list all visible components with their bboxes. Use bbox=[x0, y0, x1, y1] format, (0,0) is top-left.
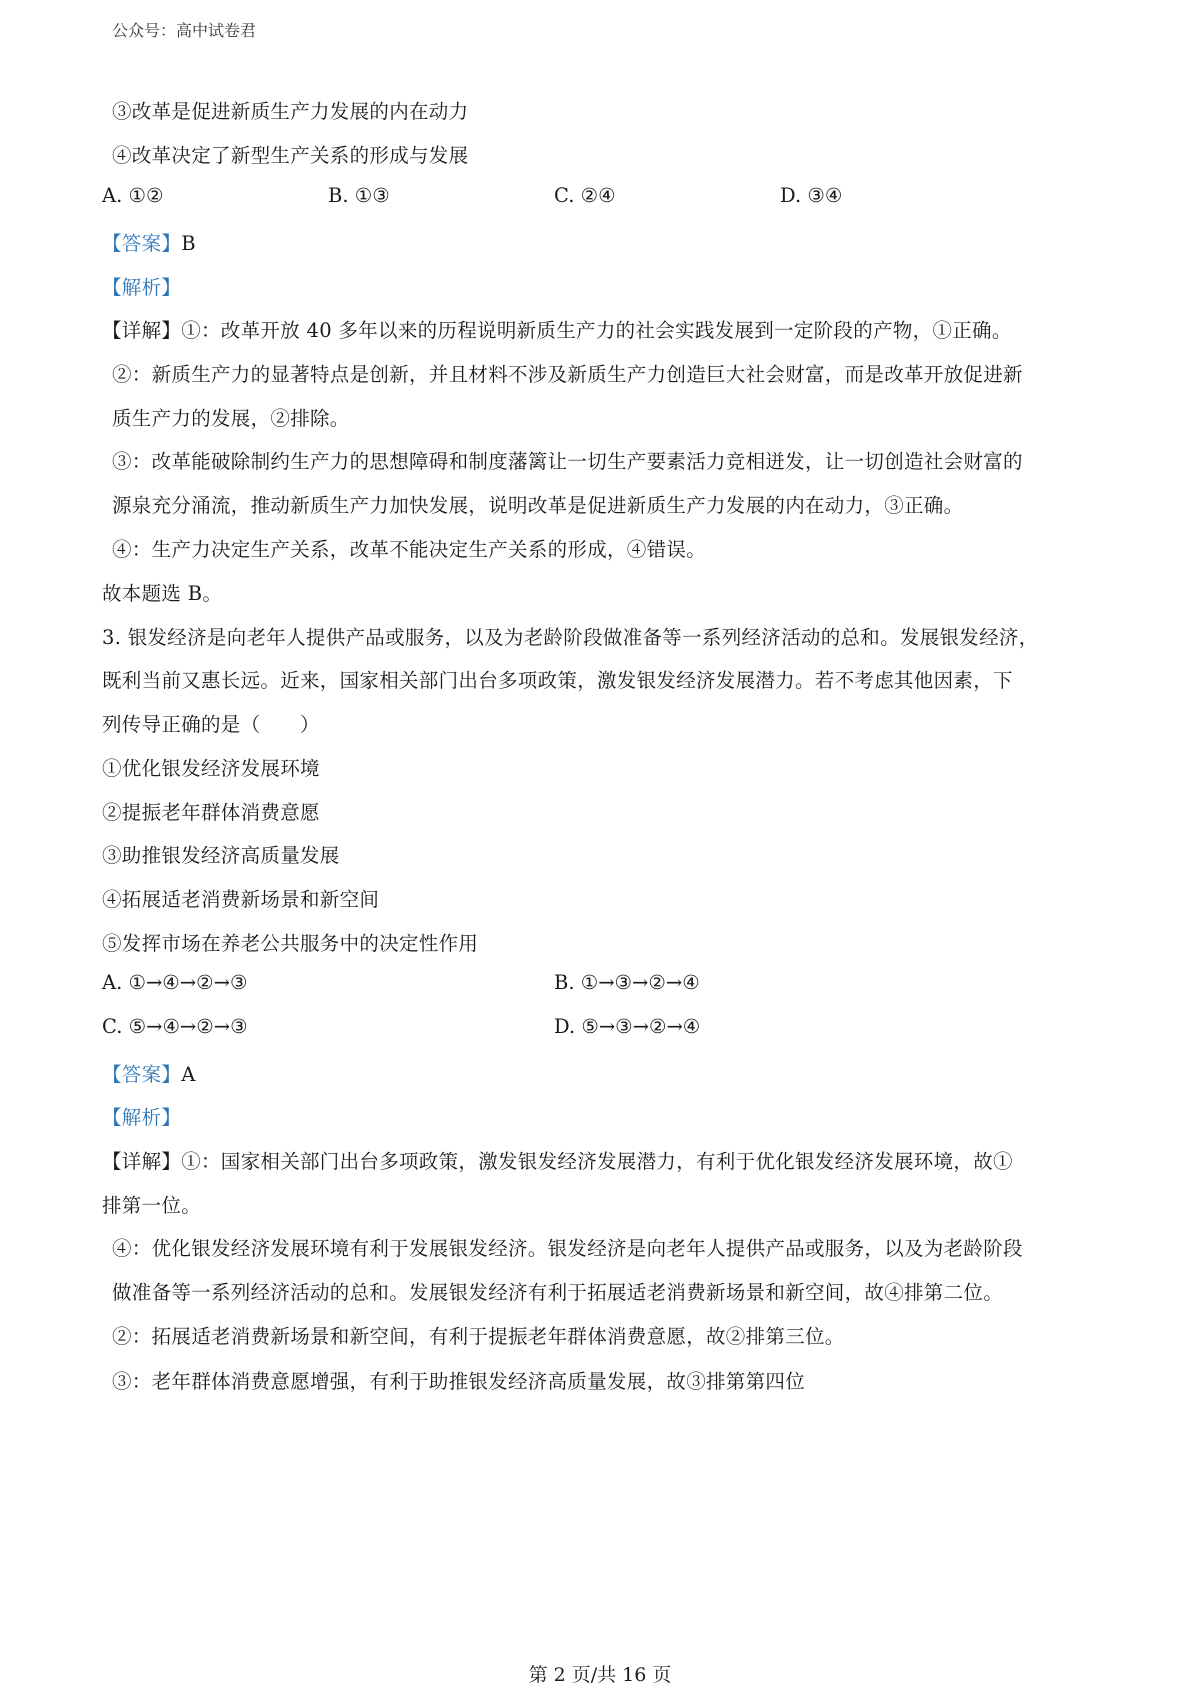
q3-item: ③助推银发经济高质量发展 bbox=[102, 844, 340, 867]
q2-detail-line: ④：生产力决定生产关系，改革不能决定生产关系的形成，④错误。 bbox=[112, 538, 707, 561]
detail-label: 【详解】 bbox=[102, 1150, 182, 1173]
q3-stem-line: 3. 银发经济是向老年人提供产品或服务，以及为老龄阶段做准备等一系列经济活动的总和。发展银发经济， bbox=[102, 626, 1039, 649]
q3-item: ④拓展适老消费新场景和新空间 bbox=[102, 888, 380, 911]
page-header: 公众号：高中试卷君 bbox=[112, 21, 257, 40]
q2-detail-line: 质生产力的发展，②排除。 bbox=[112, 407, 350, 430]
q3-option-d: D. ⑤→③→②→④ bbox=[554, 1015, 701, 1038]
q2-detail-line bbox=[102, 315, 1012, 343]
q2-detail-line: 源泉充分涌流，推动新质生产力加快发展，说明改革是促进新质生产力发展的内在动力，③正确。 bbox=[112, 494, 964, 517]
q3-detail-line: ②：拓展适老消费新场景和新空间，有利于提振老年群体消费意愿，故②排第三位。 bbox=[112, 1325, 845, 1348]
q3-item: ⑤发挥市场在养老公共服务中的决定性作用 bbox=[102, 932, 479, 955]
q3-option-b: B. ①→③→②→④ bbox=[554, 971, 700, 994]
q3-detail-line: ③：老年群体消费意愿增强，有利于助推银发经济高质量发展，故③排第第四位 bbox=[112, 1370, 806, 1393]
q3-item: ①优化银发经济发展环境 bbox=[102, 757, 320, 780]
answer-value: B bbox=[181, 232, 196, 255]
q3-stem-line: 既利当前又惠长远。近来，国家相关部门出台多项政策，激发银发经济发展潜力。若不考虑其他因素，下 bbox=[102, 669, 1013, 692]
q2-detail-line: ③：改革能破除制约生产力的思想障碍和制度藩篱让一切生产要素活力竞相迸发，让一切创造社会财富的 bbox=[112, 450, 1023, 473]
q2-detail-line: ②：新质生产力的显著特点是创新，并且材料不涉及新质生产力创造巨大社会财富，而是改革开放促进新 bbox=[112, 363, 1023, 386]
q2-option-b: B. ①③ bbox=[328, 184, 390, 207]
q2-option-d: D. ③④ bbox=[780, 184, 843, 207]
q2-analysis-label: 【解析】 bbox=[102, 276, 182, 299]
answer-label: 【答案】 bbox=[102, 1063, 182, 1086]
q3-option-a: A. ①→④→②→③ bbox=[102, 971, 248, 994]
q2-option-a: A. ①② bbox=[102, 184, 164, 207]
q2-item-4: ④改革决定了新型生产关系的形成与发展 bbox=[112, 144, 469, 167]
q3-detail-line: 做准备等一系列经济活动的总和。发展银发经济有利于拓展适老消费新场景和新空间，故④排第二位。 bbox=[112, 1281, 1004, 1304]
q3-stem-line: 列传导正确的是（ ） bbox=[102, 713, 320, 736]
answer-value: A bbox=[181, 1063, 196, 1086]
q3-detail-line bbox=[102, 1146, 1013, 1174]
q3-detail-line: 排第一位。 bbox=[102, 1194, 202, 1217]
q2-answer bbox=[102, 228, 196, 256]
answer-label: 【答案】 bbox=[102, 232, 182, 255]
q3-detail-line: ④：优化银发经济发展环境有利于发展银发经济。银发经济是向老年人提供产品或服务，以及为老龄阶段 bbox=[112, 1237, 1023, 1260]
q2-option-c: C. ②④ bbox=[554, 184, 616, 207]
detail-label: 【详解】 bbox=[102, 319, 182, 342]
q2-item-3: ③改革是促进新质生产力发展的内在动力 bbox=[112, 100, 469, 123]
q2-conclusion: 故本题选 B。 bbox=[102, 582, 223, 605]
q3-answer bbox=[102, 1059, 196, 1087]
q3-analysis-label: 【解析】 bbox=[102, 1106, 182, 1129]
detail-text: ①：国家相关部门出台多项政策，激发银发经济发展潜力，有利于优化银发经济发展环境，故① bbox=[181, 1150, 1013, 1173]
detail-text: ①：改革开放 40 多年以来的历程说明新质生产力的社会实践发展到一定阶段的产物，①正确。 bbox=[181, 319, 1012, 342]
q3-item: ②提振老年群体消费意愿 bbox=[102, 801, 320, 824]
page-footer: 第 2 页/共 16 页 bbox=[528, 1664, 672, 1686]
q3-option-c: C. ⑤→④→②→③ bbox=[102, 1015, 248, 1038]
